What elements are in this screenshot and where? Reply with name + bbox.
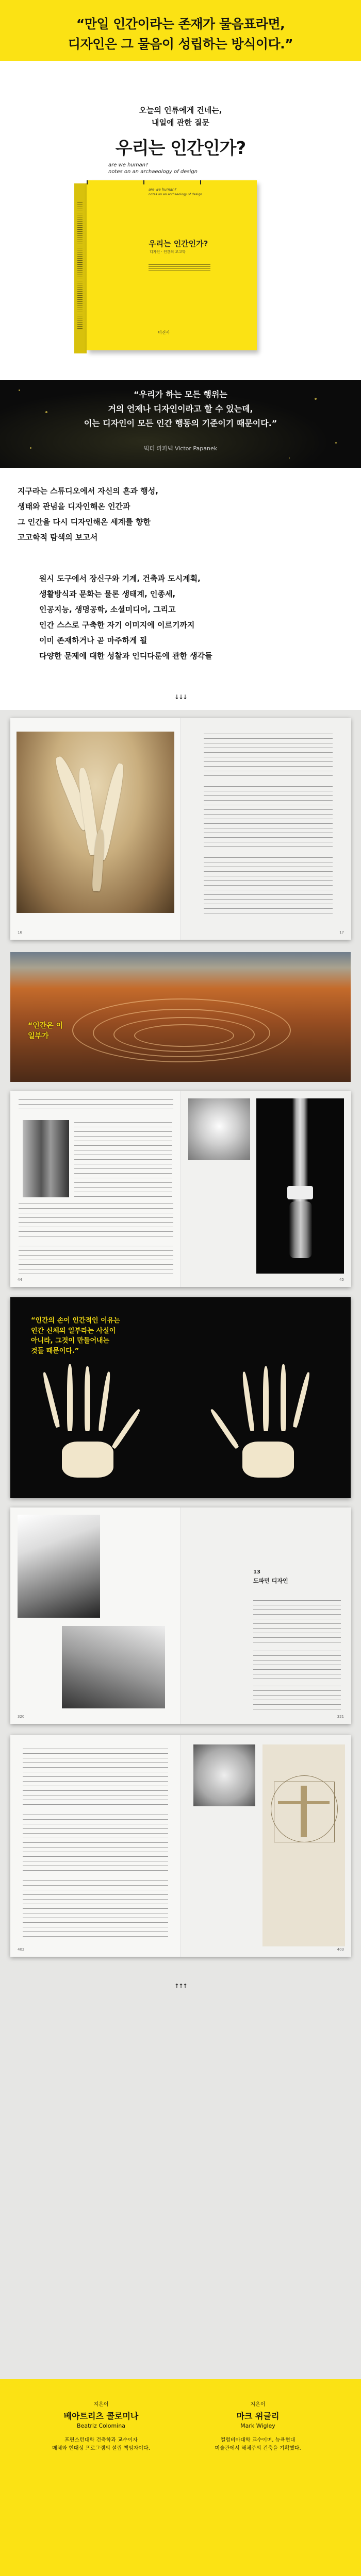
book-spread-4 [10,1507,351,1724]
xray-arm-photo [256,1098,344,1274]
spread-4-left-page: 320 [10,1507,180,1724]
bw-photo [18,1515,100,1618]
author-1-name-en: Beatriz Colomina [77,2422,125,2429]
spread-4-right-page: 13 도파민 디자인 321 [180,1507,351,1724]
hand-bones-photo [10,1297,351,1498]
author-2-bio: 컬럼비아대학 교수이며, 뉴욕현대 미술관에서 해체주의 건축을 기획했다. [215,2437,301,2451]
book-cover-image [74,180,261,359]
glitter-dot [335,442,337,444]
cover-title: 우리는 인간인가? [149,239,208,248]
chapter-title: 도파민 디자인 [253,1578,288,1584]
body-text-block [253,1684,341,1709]
description-paragraph-2: 원시 도구에서 장신구와 기계, 건축과 도시계획, 생활방식과 문화는 물론 생태계, 인종세, 인공지능, 생명공학, 소셜미디어, 그리고 인간 스스로 구축한 자기 이미지에 이르기까지 이미 존재하거나 곧 마주하게 될 다양한 문제에 대한 성찰과 인디다룬에 관한 생각들 [39,574,212,660]
glitter-dot [19,389,20,391]
left-hand-bones [41,1364,144,1493]
glitter-dot [30,447,31,449]
intro-title: 우리는 인간인가? [115,138,246,159]
body-text-block [253,1649,341,1680]
hero-quote: “만일 인간이라는 존재가 물음표라면, 디자인은 그 물음이 성립하는 방식이다.” [68,16,293,52]
hero-quote-section [0,0,361,61]
description-section [0,468,361,710]
banner-author: 빅터 파파넥 Victor Papanek [143,445,218,452]
hands-quote: “인간의 손이 인간적인 이유는 인간 신체의 일부라는 사실이 아니라, 그것이 만들어내는 것들 때문이다.” [31,1317,120,1355]
cover-blurb [149,263,210,272]
spread-2-left-page: 44 [10,1091,180,1287]
spread-1-right-page: 17 [180,718,351,940]
chapter-number: 13 [253,1569,260,1575]
spreads-section [0,710,361,2379]
vitruvian-drawing [262,1744,345,1946]
spread-5-left-page: 402 [10,1735,180,1957]
glitter-dot [45,411,47,413]
body-text-block [204,855,333,917]
glitter-dot [289,457,290,459]
down-arrows: ↓↓↓ [174,693,187,701]
author-2-name-ko: 마크 위글리 [236,2411,280,2421]
english-subtitle: are we human? notes on an archaeology of design [108,162,198,175]
author-1-bio: 프린스턴대학 건축학과 교수이자 매체와 현대성 프로그램의 설립 책임자이다. [52,2437,150,2451]
spread-1-left-page: 16 [10,718,180,940]
object-photo [193,1744,255,1806]
skyscraper-photo [23,1120,69,1197]
black-quote-banner [0,380,361,468]
cover-publisher: 미진사 [158,330,170,335]
intro-subtitle: 오늘의 인류에게 건네는, 내일에 관한 질문 [139,106,222,127]
banner-quote: “우리가 하는 모든 행위는 거의 언제나 디자인이라고 할 수 있는데, 이는 디자인이 모든 인간 행동의 기준이기 때문이다.” [84,389,277,428]
body-text-block [19,1097,173,1113]
object-photo [188,1098,250,1160]
body-text-block [23,1812,168,1874]
body-text-block [204,784,333,851]
authors-section [0,2379,361,2576]
book-spread-1 [10,718,351,940]
body-text-block [204,732,333,780]
author-2-name-en: Mark Wigley [240,2422,275,2429]
cover-authors: 디자인 · 인간의 고고학 [150,250,186,254]
book-intro-section [0,61,361,380]
book-spine-text [77,201,83,330]
author-2-role: 지은이 [250,2402,266,2408]
cover-series-1: are we human? [149,188,177,192]
up-arrows: ↑↑↑ [174,1982,187,1990]
bone-tools-photo [17,732,174,913]
spread-2-right-page: 45 [180,1091,351,1287]
open-pit-mine-photo [10,952,351,1082]
book-spread-5 [10,1735,351,1957]
author-1-role: 지은이 [93,2402,109,2408]
glitter-dot [315,398,317,400]
body-text-block [253,1598,341,1645]
body-text-block [74,1120,172,1197]
body-text-block [23,1878,168,1940]
person-photo [62,1626,165,1708]
cover-series-2: notes on an archaeology of design [149,193,202,196]
description-paragraph-1: 지구라는 스튜디오에서 자신의 흔과 행성, 생태와 관념을 디자인해온 인간과 그 인간을 다시 디자인해온 세계를 향한 고고학적 탐색의 보고서 [18,486,158,542]
mine-caption: “인간은 이 일부가 [28,1022,63,1040]
book-spread-3 [10,1297,351,1498]
body-text-block [19,1201,173,1241]
spread-5-right-page: 403 [180,1735,351,1957]
author-2 [206,2400,309,2453]
body-text-block [23,1747,168,1808]
author-1-name-ko: 베아트리츠 콜로미나 [63,2411,139,2421]
body-text-block [19,1244,173,1275]
book-spread-2 [10,1091,351,1287]
author-1 [50,2400,153,2453]
right-hand-bones [206,1364,320,1493]
